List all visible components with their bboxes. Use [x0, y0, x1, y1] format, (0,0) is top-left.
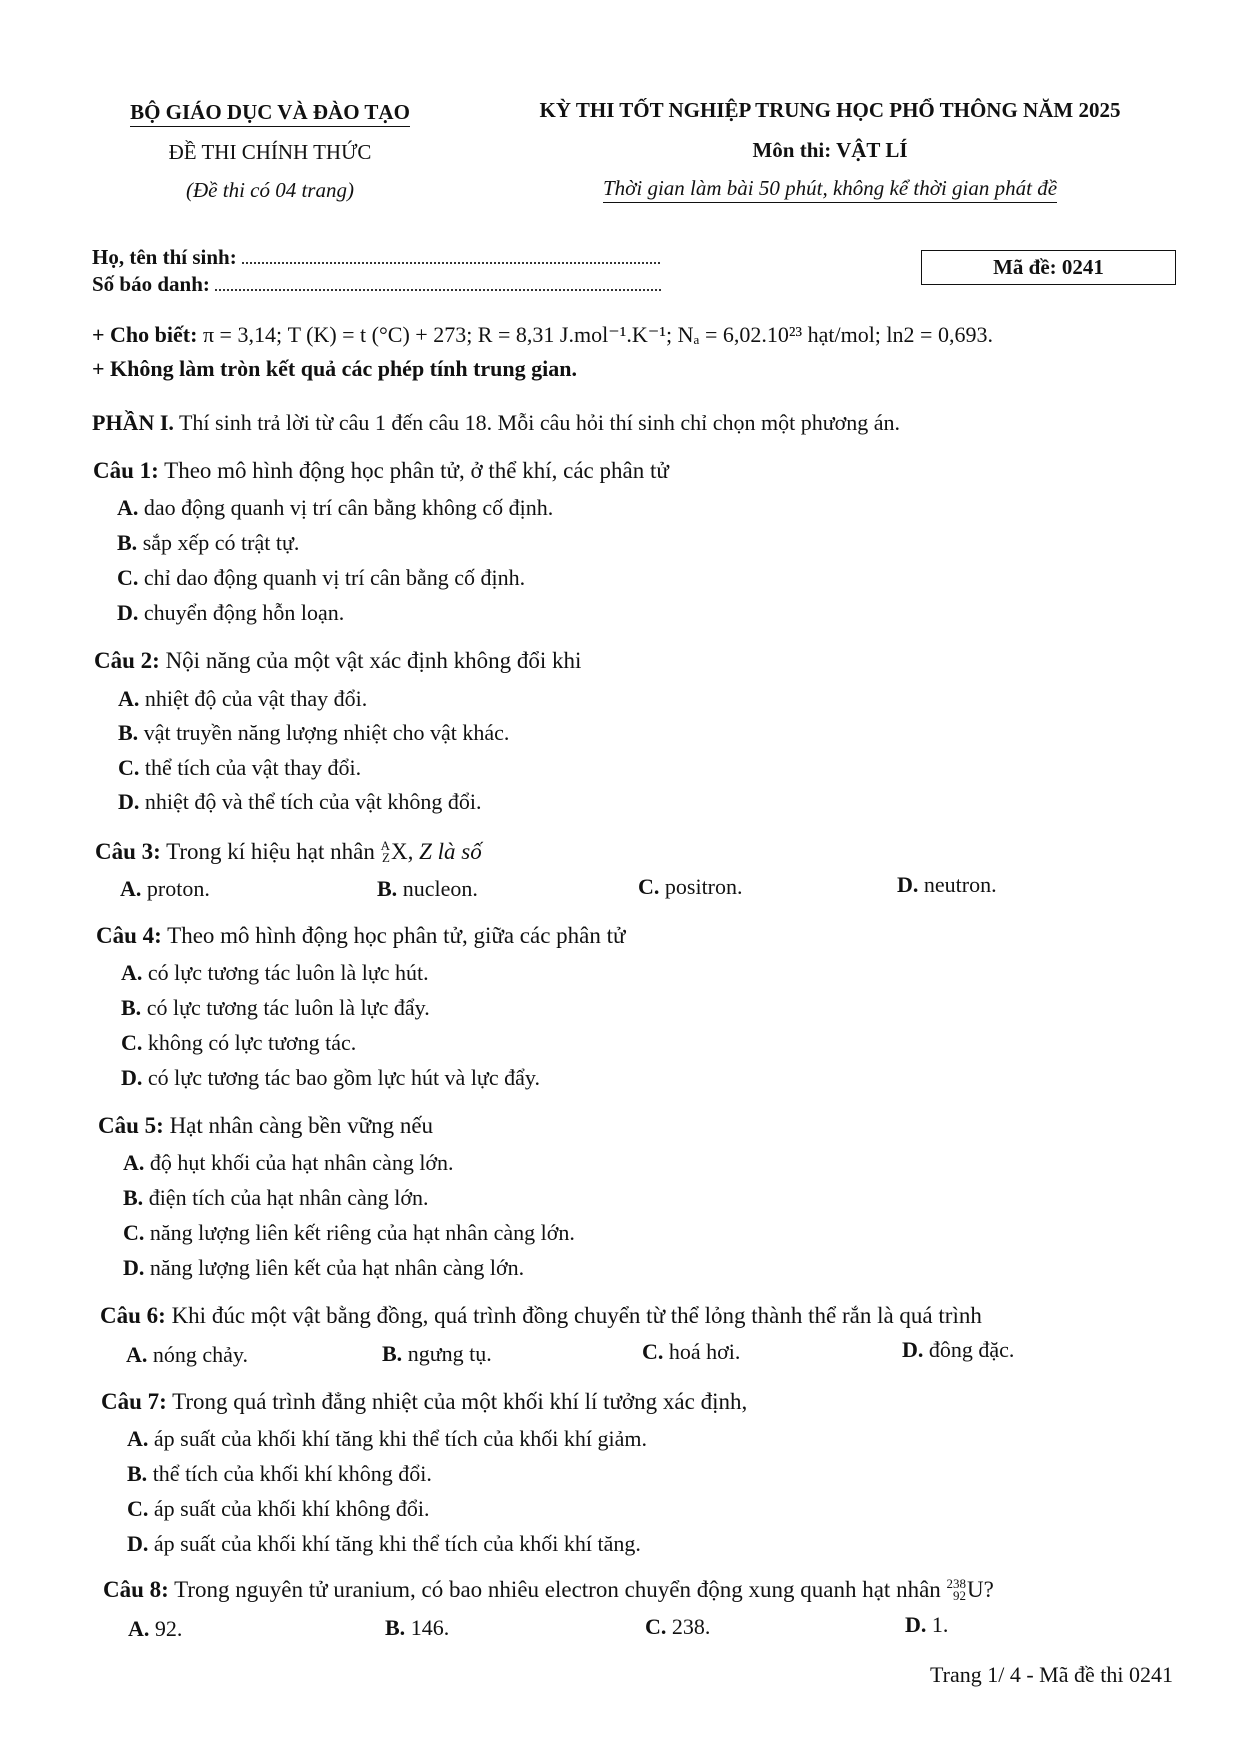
candidate-name-field — [92, 245, 660, 270]
option-7d: D. áp suất của khối khí tăng khi thể tích của khối khí tăng. — [127, 1531, 641, 1556]
candidate-id-blank — [215, 288, 661, 291]
option-3b: B. nucleon. — [377, 876, 478, 901]
option-1c: C. chỉ dao động quanh vị trí cân bằng cố định. — [117, 565, 526, 590]
option-8d: D. 1. — [905, 1612, 949, 1637]
question-8: Câu 8: Trong nguyên tử uranium, có bao nhiêu electron chuyển động xung quanh hạt nhân 238 92 U? — [103, 1575, 994, 1603]
option-1b: B. sắp xếp có trật tự. — [117, 530, 300, 555]
option-3a: A. proton. — [120, 876, 210, 901]
candidate-id-field — [92, 272, 661, 297]
option-7b: B. thể tích của khối khí không đổi. — [127, 1461, 432, 1486]
time-note: Thời gian làm bài 50 phút, không kể thời gian phát đề — [470, 176, 1190, 203]
option-5c: C. năng lượng liên kết riêng của hạt nhân càng lớn. — [123, 1220, 575, 1245]
option-4d: D. có lực tương tác bao gồm lực hút và lực đẩy. — [121, 1065, 540, 1090]
part-instructions: Thí sinh trả lời từ câu 1 đến câu 18. Mỗi câu hỏi thí sinh chỉ chọn một phương án. — [173, 410, 901, 435]
option-4a: A. có lực tương tác luôn là lực hút. — [121, 960, 429, 985]
option-2c: C. thể tích của vật thay đổi. — [118, 755, 362, 780]
subject-line: Môn thi: VẬT LÍ — [752, 138, 908, 162]
option-3d: D. neutron. — [897, 872, 997, 897]
option-5b: B. điện tích của hạt nhân càng lớn. — [123, 1185, 429, 1210]
nuclide-symbol: A Z X — [380, 837, 408, 865]
option-8c: C. 238. — [645, 1614, 711, 1639]
option-1d: D. chuyển động hỗn loạn. — [117, 600, 345, 625]
option-5d: D. năng lượng liên kết của hạt nhân càng lớn. — [123, 1255, 525, 1280]
option-7c: C. áp suất của khối khí không đổi. — [127, 1496, 430, 1521]
uranium-nuclide-symbol: 238 92 U — [946, 1575, 984, 1603]
candidate-name-blank — [242, 261, 660, 264]
question-5: Câu 5: Hạt nhân càng bền vững nếu — [98, 1113, 434, 1138]
pages-note: (Đề thi có 04 trang) — [186, 178, 354, 202]
no-rounding-note: + Không làm tròn kết quả các phép tính trung gian. — [92, 356, 577, 381]
option-8a: A. 92. — [128, 1616, 183, 1641]
question-text: Theo mô hình động học phân tử, ở thể khí, các phân tử — [158, 458, 669, 483]
option-4b: B. có lực tương tác luôn là lực đẩy. — [121, 995, 430, 1020]
option-6c: C. hoá hơi. — [642, 1339, 741, 1364]
candidate-name-label: Họ, tên thí sinh: — [92, 245, 237, 269]
option-2d: D. nhiệt độ và thể tích của vật không đổi. — [118, 789, 482, 814]
question-2: Câu 2: Nội năng của một vật xác định không đổi khi — [94, 648, 582, 673]
option-8b: B. 146. — [385, 1615, 450, 1640]
option-2a: A. nhiệt độ của vật thay đổi. — [118, 686, 368, 711]
option-3c: C. positron. — [638, 874, 743, 899]
exam-title: KỲ THI TỐT NGHIỆP TRUNG HỌC PHỔ THÔNG NĂM 2025 — [539, 98, 1121, 122]
option-7a: A. áp suất của khối khí tăng khi thể tích của khối khí giảm. — [127, 1426, 647, 1451]
constants-prefix: + Cho biết: — [92, 322, 198, 347]
option-5a: A. độ hụt khối của hạt nhân càng lớn. — [123, 1150, 454, 1175]
constants-text: π = 3,14; T (K) = t (°C) + 273; R = 8,31 J.mol⁻¹.K⁻¹; Nₐ = 6,02.10²³ hạt/mol; ln2 = 0,693. — [202, 322, 993, 347]
option-4c: C. không có lực tương tác. — [121, 1030, 357, 1055]
official-exam-label: ĐỀ THI CHÍNH THỨC — [168, 140, 372, 164]
option-6d: D. đông đặc. — [902, 1337, 1015, 1362]
question-4: Câu 4: Theo mô hình động học phân tử, giữa các phân tử — [96, 923, 626, 948]
option-6a: A. nóng chảy. — [126, 1342, 248, 1367]
part-heading — [92, 410, 900, 436]
page-footer: Trang 1/ 4 - Mã đề thi 0241 — [929, 1662, 1173, 1687]
question-3: Câu 3: Trong kí hiệu hạt nhân A Z X, Z là số — [95, 837, 482, 865]
question-6: Câu 6: Khi đúc một vật bằng đồng, quá trình đồng chuyển từ thể lỏng thành thể rắn là quá trình — [100, 1303, 982, 1328]
given-constants — [92, 322, 993, 348]
candidate-id-label: Số báo danh: — [92, 272, 210, 296]
option-6b: B. ngưng tụ. — [382, 1341, 492, 1366]
question-7: Câu 7: Trong quá trình đẳng nhiệt của một khối khí lí tưởng xác định, — [101, 1389, 748, 1414]
part-label: PHẦN I. — [92, 410, 174, 435]
option-1a: A. dao động quanh vị trí cân bằng không cố định. — [117, 495, 554, 520]
ministry-name: BỘ GIÁO DỤC VÀ ĐÀO TẠO — [95, 100, 445, 127]
question-1 — [93, 458, 669, 484]
exam-code-box: Mã đề: 0241 — [921, 250, 1176, 285]
option-2b: B. vật truyền năng lượng nhiệt cho vật khác. — [118, 720, 510, 745]
question-label: Câu 1: — [93, 458, 159, 483]
